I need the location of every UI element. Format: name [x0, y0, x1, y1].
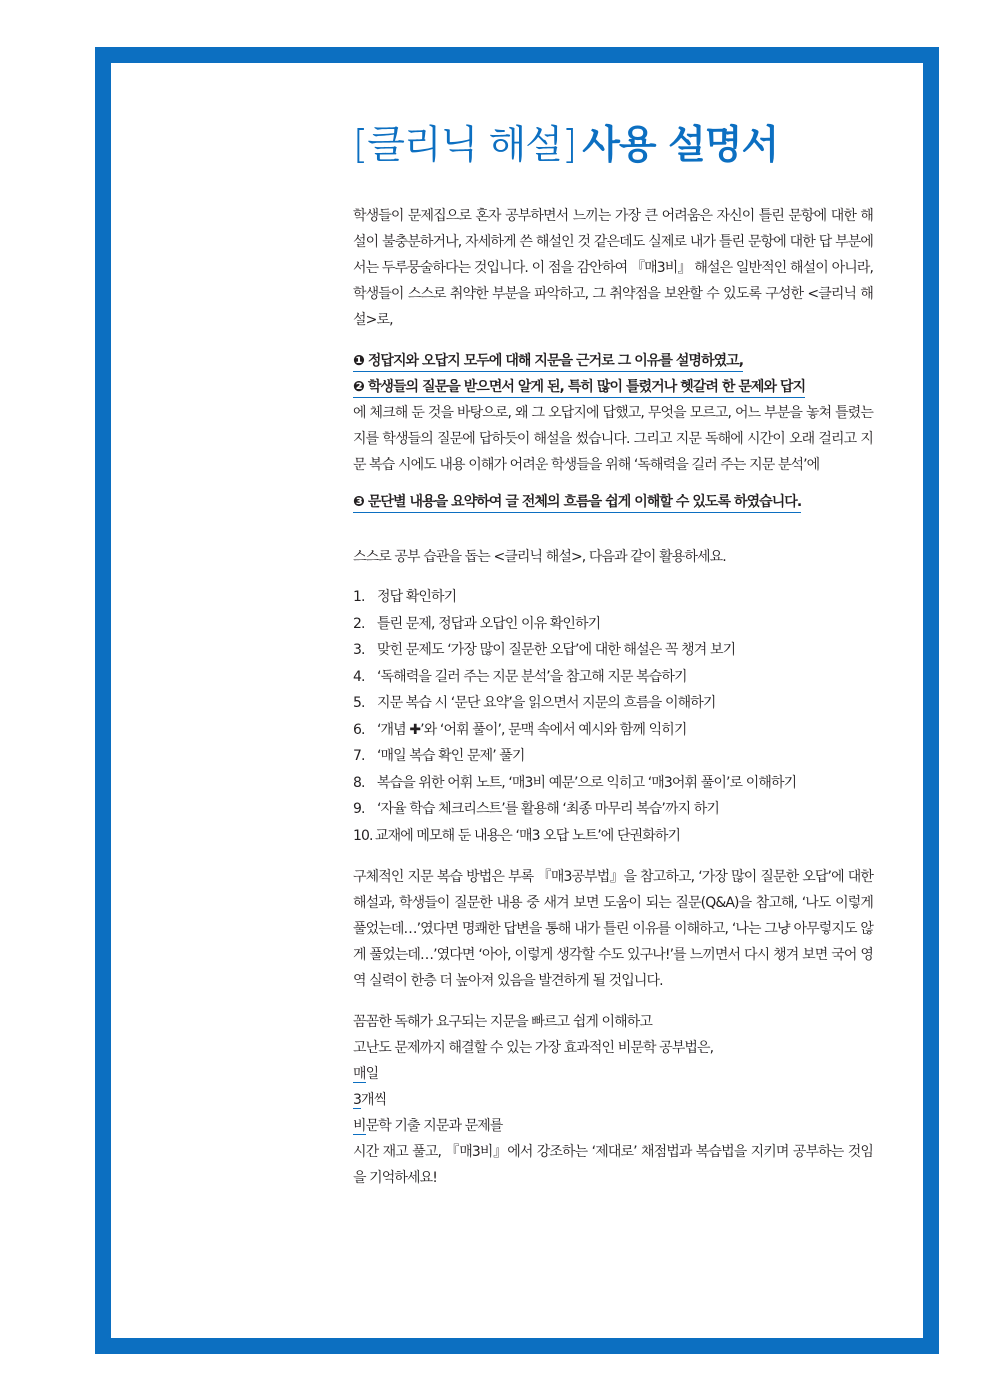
- step-number: 8.: [353, 774, 365, 791]
- step-number: 10.: [353, 827, 373, 844]
- closing-block: [353, 1009, 873, 1191]
- intro-paragraph: 학생들이 문제집으로 혼자 공부하면서 느끼는 가장 큰 어려움은 자신이 틀린 문항에 대한 해설이 불충분하거나, 자세하게 쓴 해설인 것 같은데도 실제로 내가 틀린 문항에 대한 답 부분에서는 두루뭉술하다는 것입니다. 이 점을 감안하여 『매3비』 해설은 일반적인 해설이 아니라, 학생들이 스스로 취약한 부분을 파악하고, 그 취약점을 보완할 수 있도록 구성한 <클리닉 해설>로,: [353, 208, 873, 328]
- manual-content: [353, 110, 873, 1191]
- acronym-rest-1: 일: [365, 1066, 379, 1082]
- step-number: 3.: [353, 642, 365, 658]
- acronym-letter-2: 3: [353, 1092, 362, 1108]
- highlight-1-text: ❶ 정답지와 오답지 모두에 대해 지문을 근거로 그 이유를 설명하였고,: [353, 353, 743, 372]
- list-item: [353, 823, 873, 850]
- acronym-line-2: [353, 1087, 873, 1113]
- step-text: 틀린 문제, 정답과 오답인 이유 확인하기: [377, 615, 601, 632]
- acronym-rest-3: 문학 기출 지문과 문제를: [365, 1118, 503, 1134]
- step-text: 지문 복습 시 ‘문단 요약’을 읽으면서 지문의 흐름을 이해하기: [377, 695, 716, 711]
- acronym-line-3: [353, 1113, 873, 1139]
- highlight-1: [353, 348, 873, 374]
- usage-steps-list: [353, 584, 873, 849]
- highlight-2: [353, 374, 873, 400]
- list-item: [353, 743, 873, 770]
- step-text: ‘자율 학습 체크리스트’를 활용해 ‘최종 마무리 복습’까지 하기: [377, 801, 720, 817]
- step-text: 맞힌 문제도 ‘가장 많이 질문한 오답’에 대한 해설은 꼭 챙겨 보기: [377, 642, 736, 658]
- highlight-2-text: ❷ 학생들의 질문을 받으면서 알게 된, 특히 많이 틀렸거나 헷갈려 한 문제와 답지: [353, 379, 805, 398]
- acronym-rest-2: 개씩: [361, 1092, 387, 1108]
- acronym-line-1: [353, 1061, 873, 1087]
- step-text: ‘매일 복습 확인 문제’ 풀기: [377, 748, 525, 764]
- list-item: [353, 717, 873, 744]
- step-number: 1.: [353, 589, 365, 605]
- list-item: [353, 584, 873, 611]
- title-bold: 사용 설명서: [582, 123, 779, 168]
- step-text: 복습을 위한 어휘 노트, ‘매3비 예문’으로 익히고 ‘매3어휘 풀이’로 이해하기: [377, 774, 797, 791]
- step-number: 7.: [353, 748, 365, 764]
- highlight-3: [353, 489, 873, 515]
- step-number: 6.: [353, 721, 365, 738]
- list-item: [353, 690, 873, 717]
- acronym-letter-1: 매: [353, 1066, 366, 1082]
- closing-line-1: 꼼꼼한 독해가 요구되는 지문을 빠르고 쉽게 이해하고: [353, 1014, 653, 1030]
- list-item: [353, 796, 873, 823]
- closing-line-2: 고난도 문제까지 해결할 수 있는 가장 효과적인 비문학 공부법은,: [353, 1040, 714, 1056]
- step-number: 4.: [353, 668, 365, 685]
- list-item: [353, 770, 873, 797]
- usage-intro: 스스로 공부 습관을 돕는 <클리닉 해설>, 다음과 같이 활용하세요.: [353, 549, 726, 565]
- step-text: 정답 확인하기: [377, 589, 457, 605]
- step-text: 교재에 메모해 둔 내용은 ‘매3 오답 노트’에 단권화하기: [375, 827, 681, 844]
- step-number: 5.: [353, 695, 365, 711]
- method-paragraph: 구체적인 지문 복습 방법은 부록 『매3공부법』을 참고하고, ‘가장 많이 질문한 오답’에 대한 해설과, 학생들이 질문한 내용 중 새겨 보면 도움이 되는 질문(Q&A)을 참고해, ‘나도 이렇게 풀었는데…’였다면 명쾌한 답변을 통해 내가 틀린 이유를 이해하고, ‘나는 그냥 아무렇지도 않게 풀었는데…’였다면 ‘아아, 이렇게 생각할 수도 있구나!’를 느끼면서 다시 챙겨 보면 국어 영역 실력이 한층 더 높아져 있음을 발견하게 될 것입니다.: [353, 869, 873, 989]
- acronym-letter-3: 비: [353, 1118, 366, 1134]
- step-number: 2.: [353, 615, 365, 632]
- step-text: ‘개념 ✚’와 ‘어휘 풀이’, 문맥 속에서 예시와 함께 익히기: [377, 721, 687, 738]
- page-title: [353, 110, 873, 182]
- highlight-3-text: ❸ 문단별 내용을 요약하여 글 전체의 흐름을 쉽게 이해할 수 있도록 하였습니다.: [353, 494, 801, 513]
- title-light: [클리닉 해설]: [353, 123, 577, 168]
- step-text: ‘독해력을 길러 주는 지문 분석’을 참고해 지문 복습하기: [377, 668, 687, 685]
- closing-final: 시간 재고 풀고, 『매3비』에서 강조하는 ‘제대로’ 채점법과 복습법을 지키며 공부하는 것임을 기억하세요!: [353, 1144, 873, 1186]
- list-item: [353, 611, 873, 638]
- highlight-group: [353, 348, 873, 400]
- list-item: [353, 664, 873, 691]
- list-item: [353, 637, 873, 664]
- after-highlights-paragraph: 에 체크해 둔 것을 바탕으로, 왜 그 오답지에 답했고, 무엇을 모르고, 어느 부분을 놓쳐 틀렸는지를 학생들의 질문에 답하듯이 해설을 썼습니다. 그리고 지문 독해에 시간이 오래 걸리고 지문 복습 시에도 내용 이해가 어려운 학생들을 위해 ‘독해력을 길러 주는 지문 분석’에: [353, 405, 873, 473]
- step-number: 9.: [353, 801, 365, 817]
